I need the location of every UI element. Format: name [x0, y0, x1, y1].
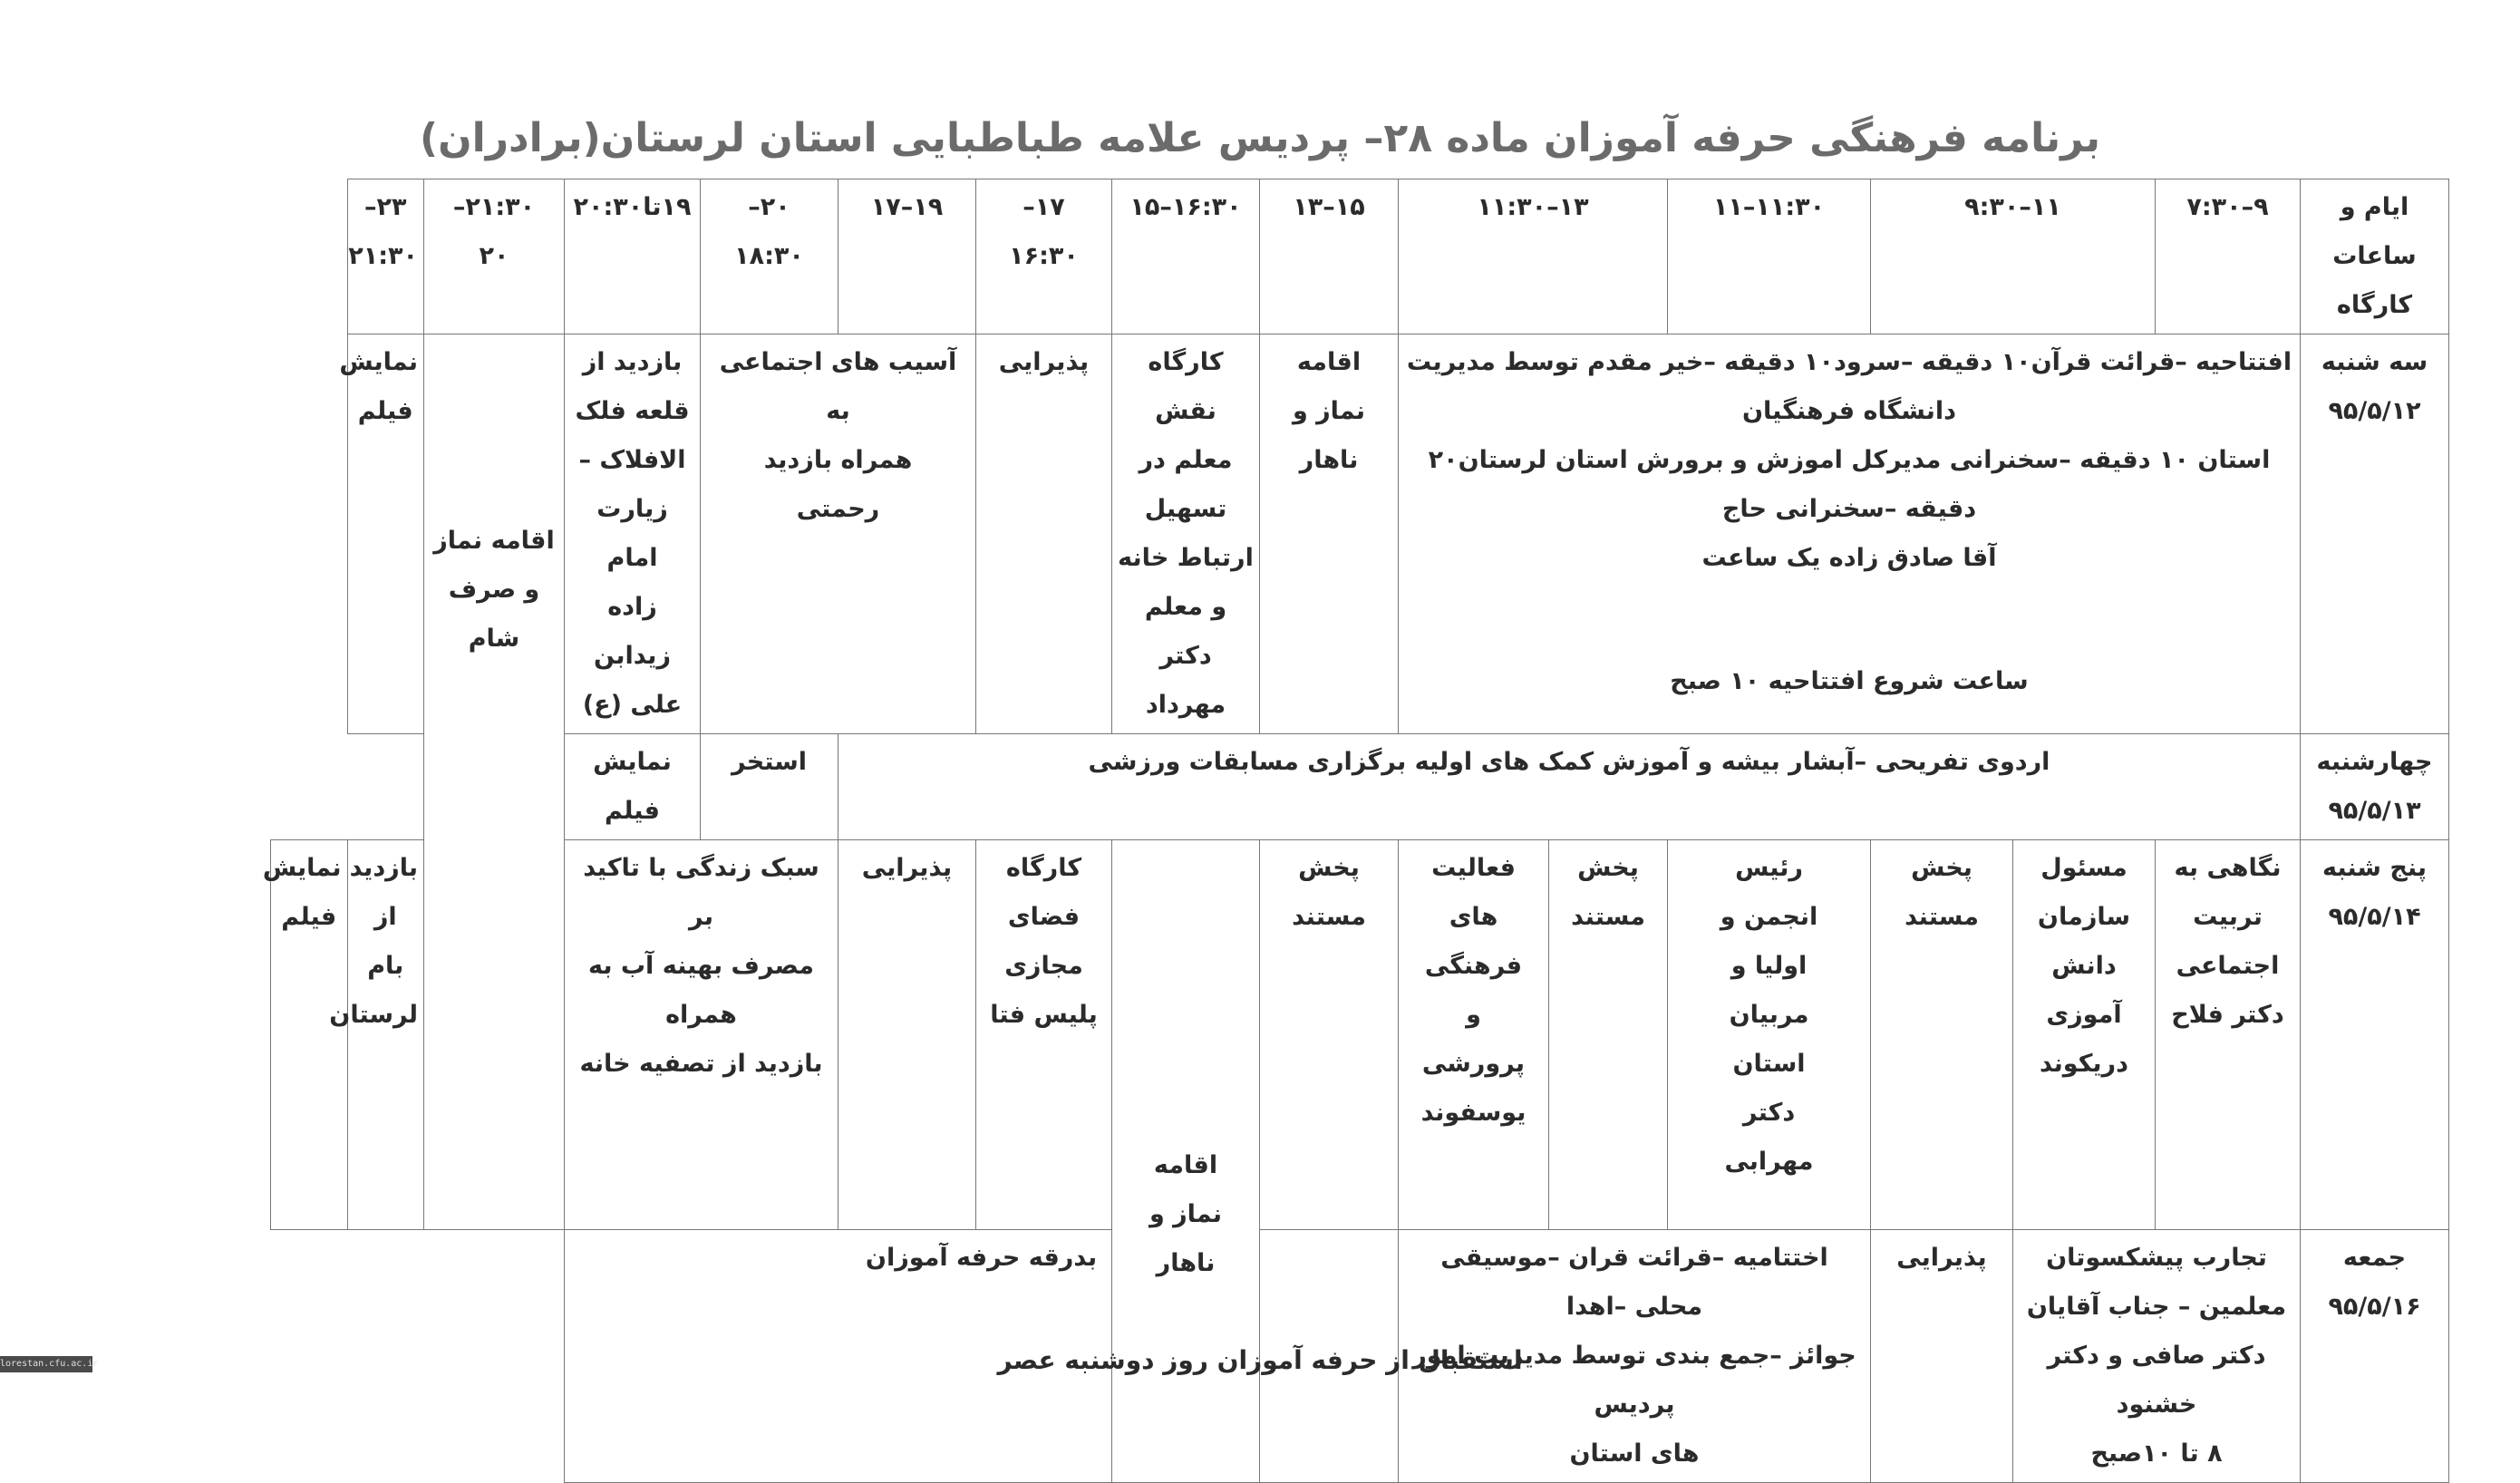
tuesday-day: سه شنبه ۹۵/۵/۱۲ [2301, 334, 2449, 734]
thursday-visit: بازدید از بام لرستان [347, 840, 424, 1230]
header-hour-4: ۱۳–۱۱:۳۰ [1399, 179, 1668, 334]
header-days-hours: ایام و ساعات کارگاه [2301, 179, 2449, 334]
thursday-lifestyle: سبک زندگی با تاکید بر مصرف بهینه آب به همراه بازدید از تصفیه خانه [565, 840, 838, 1230]
tuesday-reception: پذیرایی [976, 334, 1112, 734]
friday-reception: پذیرایی [1871, 1230, 2013, 1483]
wednesday-pool: استخر [701, 734, 838, 840]
header-hour-3: ۱۱:۳۰–۱۱ [1668, 179, 1871, 334]
thursday-film: نمایش فیلم [271, 840, 348, 1230]
thursday-parents-association: رئیس انجمن و اولیا و مربیان استان دکتر مهرابی [1668, 840, 1871, 1230]
page-title: برنامه فرهنگی حرفه آموزان ماده ۲۸– پردیس علامه طباطبایی استان لرستان(برادران) [419, 115, 2101, 161]
thursday-documentary-3: پخش مستند [1260, 840, 1399, 1230]
thursday-documentary-1: پخش مستند [1871, 840, 2013, 1230]
friday-experiences: تجارب پیشکسوتان معلمین – جناب آقایان دکتر صافی و دکتر خشنود ۸ تا ۱۰صبح [2013, 1230, 2301, 1483]
header-hour-10: ۱۹تا۲۰:۳۰ [565, 179, 701, 334]
tuesday-opening-time: ساعت شروع افتتاحیه ۱۰ صبح [1670, 667, 2029, 695]
wednesday-day: چهارشنبه ۹۵/۵/۱۳ [2301, 734, 2449, 840]
thursday-student-org: مسئول سازمان دانش آموزی دریکوند [2013, 840, 2156, 1230]
header-hour-1: ۹–۷:۳۰ [2156, 179, 2301, 334]
tuesday-social-harms: آسیب های اجتماعی به همراه بازدید رحمتی [701, 334, 976, 734]
thursday-reception: پذیرایی [838, 840, 976, 1230]
thursday-cultural-activities: فعالیت های فرهنگی و پرورشی یوسفوند [1399, 840, 1549, 1230]
site-badge[interactable]: lorestan.cfu.ac.ir [0, 1356, 92, 1372]
tuesday-workshop: کارگاه نقش معلم در تسهیل ارتباط خانه و معلم دکتر مهرداد [1112, 334, 1260, 734]
wednesday-film: نمایش فیلم [565, 734, 701, 840]
header-hour-12: ۲۳– ۲۱:۳۰ [347, 179, 424, 334]
header-hour-7: ۱۷– ۱۶:۳۰ [976, 179, 1112, 334]
tuesday-prayer-lunch: اقامه نماز و ناهار [1260, 334, 1399, 734]
friday-closing: اختتامیه –قرائت قران –موسیقی محلی –اهدا جوائز –جمع بندی توسط مدیریت امور پردیس های استان [1399, 1230, 1871, 1483]
evening-prayer-dinner [424, 334, 565, 1230]
friday-day: جمعه ۹۵/۵/۱۶ [2301, 1230, 2449, 1483]
thursday-row [271, 840, 2449, 1230]
schedule-table [262, 179, 2449, 1483]
tuesday-opening-text: افتتاحیه –قرائت قرآن۱۰ دقیقه –سرود۱۰ دقیقه –خیر مقدم توسط مدیریت دانشگاه فرهنگیان استان ۱۰ دقیقه –سخنرانی مدیرکل اموزش و برورش استان لرستان۲۰ دقیقه –سخنرانی حاج آقا صادق زاده یک ساعت [1406, 348, 2292, 572]
wednesday-row [271, 734, 2449, 840]
header-hour-8: ۱۹–۱۷ [838, 179, 976, 334]
thursday-day: پنج شنبه ۹۵/۵/۱۴ [2301, 840, 2449, 1230]
tuesday-visit: بازدید از قلعه فلک الافلاک – زیارت امام زاده زیدابن علی (ع) [565, 334, 701, 734]
evening-prayer-text: اقامه نماز و صرف شام [433, 526, 555, 653]
header-hour-2: ۱۱–۹:۳۰ [1871, 179, 2156, 334]
header-hour-11: ۲۱:۳۰– ۲۰ [424, 179, 565, 334]
tuesday-film: نمایش فیلم [347, 334, 424, 734]
tuesday-opening [1399, 334, 2301, 734]
footer-note: استقبال از حرفه آموزان روز دوشنبه عصر [997, 1345, 1523, 1375]
wednesday-camp: اردوی تفریحی –آبشار بیشه و آموزش کمک های اولیه برگزاری مسابقات ورزشی [838, 734, 2301, 840]
thursday-prayer-lunch: اقامه نماز و ناهار [1112, 840, 1260, 1483]
header-hour-5: ۱۵–۱۳ [1260, 179, 1399, 334]
thursday-documentary-2: پخش مستند [1549, 840, 1668, 1230]
thursday-social-education: نگاهی به تربیت اجتماعی دکتر فلاح [2156, 840, 2301, 1230]
header-hour-9: ۲۰– ۱۸:۳۰ [701, 179, 838, 334]
friday-farewell: بدرقه حرفه آموزان [565, 1230, 1399, 1483]
tuesday-row [271, 334, 2449, 734]
thursday-workshop: کارگاه فضای مجازی پلیس فتا [976, 840, 1112, 1230]
header-row [271, 179, 2449, 334]
header-hour-6: ۱۶:۳۰–۱۵ [1112, 179, 1260, 334]
